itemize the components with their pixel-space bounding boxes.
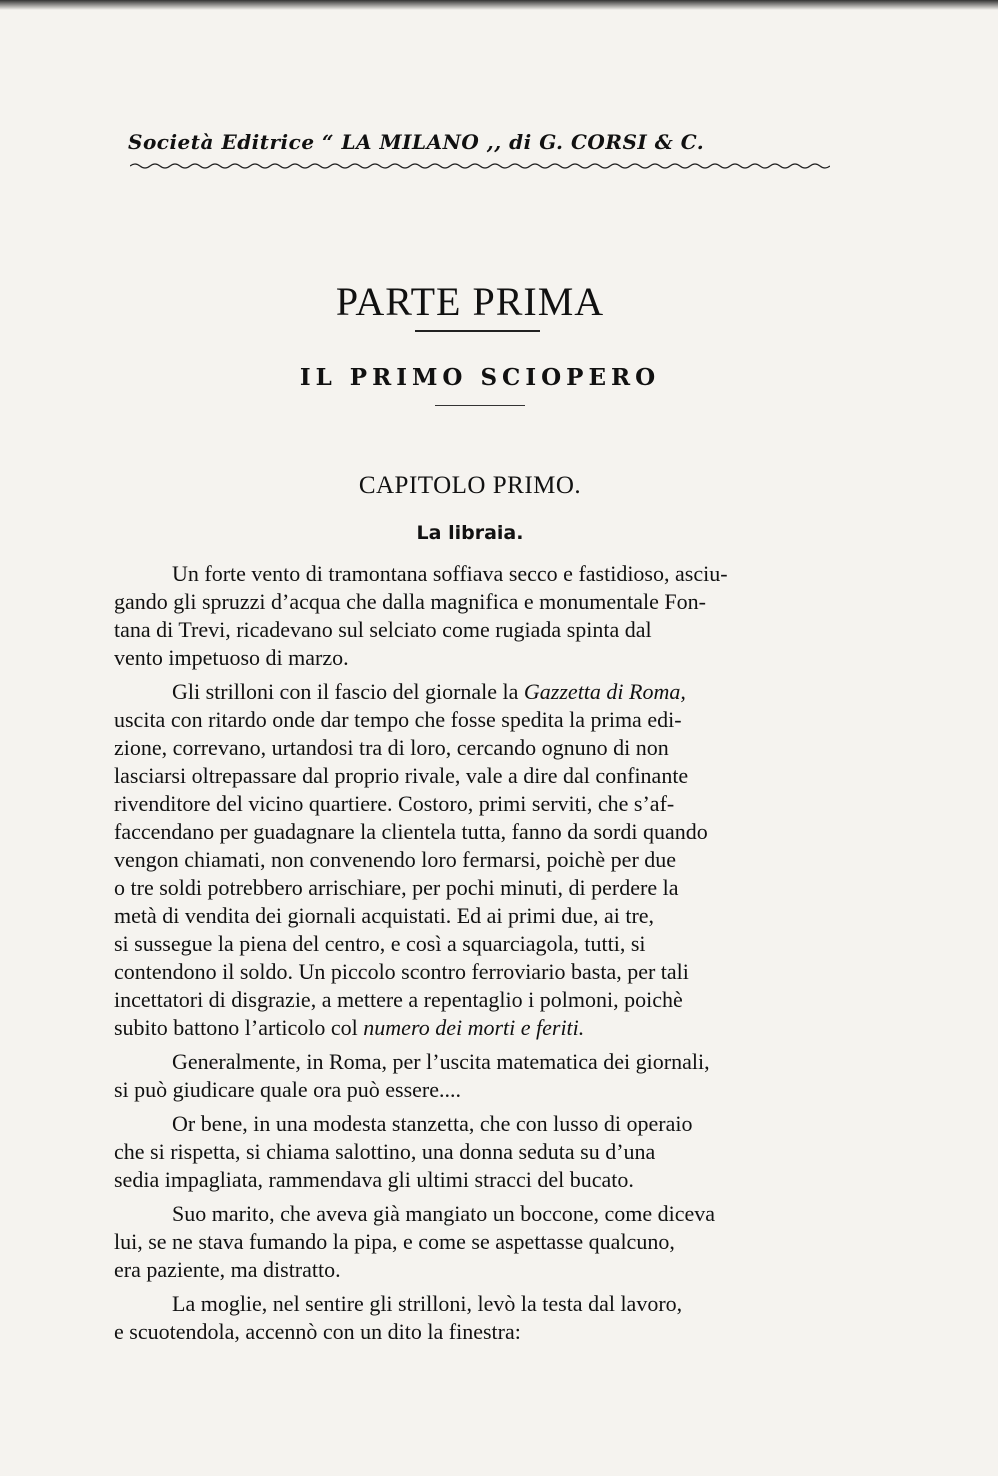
page-top-edge — [0, 0, 998, 10]
chapter-title: CAPITOLO PRIMO. — [358, 472, 582, 499]
text-line: tana di Trevi, ricadevano sul selciato come rugiada spinta dal — [114, 617, 652, 642]
paragraph — [114, 560, 822, 672]
text-line: sedia impagliata, rammendava gli ultimi stracci del bucato. — [114, 1167, 634, 1192]
text-line: contendono il soldo. Un piccolo scontro ferroviario basta, per tali — [114, 959, 689, 984]
wavy-rule — [130, 160, 830, 172]
chapter-subtitle: La libraia. — [416, 522, 524, 544]
text-line: faccendano per guadagnare la clientela tutta, fanno da sordi quando — [114, 819, 708, 844]
text-line: vento impetuoso di marzo. — [114, 645, 349, 670]
text-line: Un forte vento di tramontana soffiava secco e fastidioso, asciu- — [172, 561, 728, 586]
text-line: che si rispetta, si chiama salottino, una donna seduta su d’una — [114, 1139, 656, 1164]
text-line: gando gli spruzzi d’acqua che dalla magnifica e monumentale Fon- — [114, 589, 706, 614]
paragraph — [114, 1290, 822, 1346]
text-line: rivenditore del vicino quartiere. Costoro, primi serviti, che s’af- — [114, 791, 675, 816]
publisher-header: Società Editrice “ LA MILANO ,, di G. CORSI & C. — [128, 130, 705, 154]
text-line: era paziente, ma distratto. — [114, 1257, 341, 1282]
text-line: e scuotendola, accennò con un dito la finestra: — [114, 1319, 521, 1344]
text-line: Or bene, in una modesta stanzetta, che con lusso di operaio — [172, 1111, 693, 1136]
section-title: IL PRIMO SCIOPERO — [299, 364, 661, 391]
text-line: Suo marito, che aveva già mangiato un boccone, come diceva — [172, 1201, 716, 1226]
text-line: lui, se ne stava fumando la pipa, e come se aspettasse qualcuno, — [114, 1229, 675, 1254]
part-title: PARTE PRIMA — [335, 279, 605, 324]
text-line: vengon chiamati, non convenendo loro fermarsi, poichè per due — [114, 847, 677, 872]
text-line: uscita con ritardo onde dar tempo che fosse spedita la prima edi- — [114, 707, 682, 732]
newspaper-name: Gazzetta di Roma, — [523, 679, 686, 704]
text-fragment: Gli strilloni con il fascio del giornale la — [172, 679, 524, 704]
paragraph — [114, 1200, 822, 1284]
text-line — [114, 1014, 822, 1042]
italic-phrase: numero dei morti e feriti. — [363, 1015, 585, 1040]
paragraph — [114, 1048, 822, 1104]
text-line: o tre soldi potrebbero arrischiare, per pochi minuti, di perdere la — [114, 875, 679, 900]
body-text — [114, 560, 822, 1346]
text-line: si può giudicare quale ora può essere.... — [114, 1077, 461, 1102]
text-line: zione, correvano, urtandosi tra di loro, cercando ognuno di non — [114, 735, 669, 760]
text-line: incettatori di disgrazie, a mettere a repentaglio i polmoni, poichè — [114, 987, 683, 1012]
text-line — [114, 678, 822, 706]
paragraph — [114, 1110, 822, 1194]
text-fragment: subito battono l’articolo col — [114, 1015, 364, 1040]
text-line: metà di vendita dei giornali acquistati. Ed ai primi due, ai tre, — [114, 903, 655, 928]
divider-rule-small — [435, 405, 525, 406]
text-line: La moglie, nel sentire gli strilloni, levò la testa dal lavoro, — [172, 1291, 683, 1316]
paragraph — [114, 678, 822, 1042]
divider-rule — [415, 330, 540, 332]
text-line: si sussegue la piena del centro, e così a squarciagola, tutti, si — [114, 931, 646, 956]
text-line: Generalmente, in Roma, per l’uscita matematica dei giornali, — [172, 1049, 710, 1074]
text-line: lasciarsi oltrepassare dal proprio rivale, vale a dire dal confinante — [114, 763, 689, 788]
